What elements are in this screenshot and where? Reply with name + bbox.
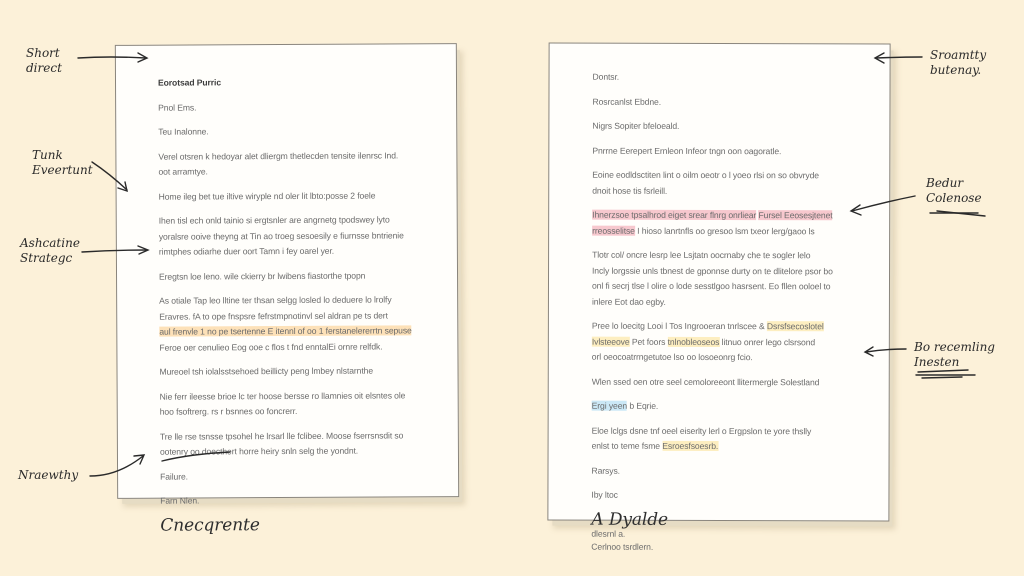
text-line bbox=[591, 488, 860, 504]
paragraph bbox=[591, 463, 860, 479]
text-segment: Iby ltoc bbox=[591, 489, 618, 500]
paragraph bbox=[159, 268, 429, 285]
text-line bbox=[160, 492, 430, 509]
highlighted-text: Dsrsfsecoslotel bbox=[766, 321, 824, 332]
paragraph bbox=[592, 423, 861, 455]
paragraph bbox=[159, 363, 429, 380]
annotation-nraewthy bbox=[18, 468, 78, 483]
text-line bbox=[160, 388, 430, 405]
annotation-sroamtty bbox=[930, 48, 986, 78]
text-line bbox=[158, 99, 428, 116]
annotation-line: Inesten bbox=[914, 355, 960, 369]
text-segment: Verel otsren k hedoyar alet dliergm thetlecden tensite ilenrsc Ind. bbox=[158, 149, 399, 162]
text-segment: Eoine eodldsctiten lint o oilm oeotr o l yoeo rlsi on so obvryde bbox=[592, 169, 820, 181]
text-line bbox=[159, 323, 429, 340]
text-line bbox=[592, 223, 861, 239]
letter-left-heading: Eorotsad Purric bbox=[157, 77, 222, 88]
paragraph bbox=[158, 123, 428, 140]
text-segment: Rarsys. bbox=[591, 465, 620, 476]
text-segment: Mureoel tsh iolalsstsehoed beillicty peng lmbey nlstarnthe bbox=[159, 365, 374, 377]
text-segment: hoo fsoftrerg. rs r bsnnes oo foncrerr. bbox=[159, 405, 298, 417]
text-segment: Tre lle rse tsnsse tpsohel he lrsarl lle fclibee. Moose fserrsnsdit so bbox=[159, 429, 404, 442]
letter-right-body bbox=[591, 70, 861, 504]
annotation-line: Sroamtty bbox=[930, 48, 987, 62]
text-line bbox=[592, 208, 861, 224]
text-segment: Wlen ssed oen otre seel cemoloreeont llitermergle Solestland bbox=[591, 376, 820, 387]
text-segment: Ihen tisl ech onld tainio si ergtsnler are angrnetg tpodswey lyto bbox=[158, 214, 390, 226]
text-line bbox=[159, 292, 429, 309]
annotation-line: Strategc bbox=[20, 251, 73, 265]
text-line bbox=[158, 148, 428, 165]
text-line bbox=[592, 183, 861, 199]
paragraph bbox=[592, 94, 861, 110]
text-segment: litnuo onrer lego clsrsond bbox=[719, 336, 816, 347]
text-segment: Pree lo loecitg Looi l Tos Ingrooeran tnrlscee & bbox=[591, 320, 767, 332]
text-line bbox=[592, 439, 861, 455]
paragraph bbox=[591, 488, 860, 504]
letter-page-left bbox=[115, 43, 459, 536]
annotation-line: Eveertunt bbox=[32, 163, 93, 177]
paragraph bbox=[158, 99, 428, 116]
text-line bbox=[160, 468, 430, 485]
text-line bbox=[159, 212, 429, 229]
text-line bbox=[160, 428, 430, 445]
annotation-line: Bedur bbox=[926, 176, 964, 190]
annotation-line: Ashcatine bbox=[20, 236, 80, 250]
annotation-short-direct bbox=[26, 46, 62, 76]
annotation-line: Bo recemling bbox=[914, 340, 995, 354]
text-line bbox=[592, 350, 861, 366]
annotation-line: Short bbox=[26, 46, 60, 60]
letter-page-right bbox=[547, 43, 890, 552]
text-segment: Tlotr col/ oncre lesrp lee Lsjtatn oocrnaby che te sogler lelo bbox=[592, 249, 811, 261]
paragraph bbox=[592, 248, 861, 311]
paragraph bbox=[592, 168, 861, 200]
text-segment: Farn Nlen. bbox=[160, 495, 200, 506]
signature-left: Cnecqrente bbox=[160, 514, 260, 536]
text-segment: Teu Inalonne. bbox=[158, 126, 209, 137]
text-line bbox=[592, 119, 861, 135]
text-line bbox=[591, 463, 860, 479]
text-line bbox=[159, 228, 429, 245]
text-segment: I hioso lanrtnfls oo gresoo lsm txeor lerg/gaoo ls bbox=[634, 225, 815, 236]
text-segment: Home ileg bet tue iltive wiryple nd oler lit lbto:posse 2 foele bbox=[158, 190, 376, 202]
text-segment: Pet foors bbox=[629, 336, 668, 347]
signature-right: A Dyalde bbox=[591, 509, 669, 530]
text-segment: Eravres. fA to ope fnspsre fefrstmpnotinvl sel aldran pe ts dert bbox=[159, 309, 388, 322]
text-segment: ootenry oo doecthert horre heiry snln selg the yondnt. bbox=[159, 445, 359, 457]
paragraph bbox=[160, 468, 430, 485]
paragraph bbox=[158, 148, 428, 180]
signature-right-line-1: dlesrnl a. bbox=[591, 528, 626, 539]
text-line bbox=[158, 163, 428, 180]
signature-right-line-2: Cerlnoo tsrdlern. bbox=[591, 541, 654, 552]
text-line bbox=[593, 70, 862, 86]
highlighted-text: Ihnerzsoe tpsalhrod eiget srear flnrg onrliear bbox=[592, 209, 757, 221]
text-line bbox=[159, 243, 429, 260]
text-line bbox=[158, 123, 428, 140]
annotation-ashcatine-strategc bbox=[20, 236, 80, 266]
text-segment: Nigrs Sopiter bfeloeald. bbox=[592, 120, 680, 131]
letter-left-body bbox=[158, 99, 430, 509]
annotation-line: Tunk bbox=[32, 148, 63, 162]
text-segment: b Eqrie. bbox=[627, 400, 659, 411]
text-line bbox=[592, 168, 861, 184]
annotation-line: butenay. bbox=[930, 63, 982, 77]
text-line bbox=[592, 94, 861, 110]
text-line bbox=[592, 143, 861, 159]
paragraph bbox=[592, 208, 861, 240]
highlighted-text: Ergi yeen bbox=[591, 400, 628, 411]
paragraph bbox=[159, 212, 429, 260]
highlighted-text: tnlnobleoseos bbox=[667, 336, 720, 347]
text-segment: Rosrcanlst Ebdne. bbox=[592, 96, 662, 107]
text-line bbox=[592, 374, 861, 390]
text-segment: dnoit hose tis fsrleill. bbox=[592, 185, 668, 196]
annotation-line: direct bbox=[26, 61, 62, 75]
text-segment: rimtphes odiarhe duer oort Tamn i fey oarel yer. bbox=[158, 245, 335, 257]
text-line bbox=[592, 319, 861, 335]
paragraph bbox=[160, 492, 430, 509]
paragraph bbox=[592, 319, 861, 366]
letter-left-content bbox=[157, 74, 430, 536]
text-line bbox=[592, 423, 861, 439]
text-line bbox=[592, 279, 861, 295]
text-segment: Eregtsn loe leno. wile ckierry br lwibens fiastorthe tpopn bbox=[158, 270, 366, 282]
text-line bbox=[159, 339, 429, 356]
paragraph bbox=[592, 143, 861, 159]
annotation-line: Nraewthy bbox=[18, 468, 79, 482]
text-segment: Pnol Ems. bbox=[158, 101, 197, 113]
text-segment: enlst to teme fsme bbox=[591, 440, 663, 451]
annotation-line: Colenose bbox=[926, 191, 982, 205]
text-segment: Failure. bbox=[160, 471, 188, 482]
text-line bbox=[159, 308, 429, 325]
text-line bbox=[159, 268, 429, 285]
paragraph bbox=[159, 292, 429, 355]
text-segment: Incly lorgssie unls tbnest de gponnse durty on te dlitelore psor bo bbox=[592, 265, 833, 276]
text-line bbox=[160, 403, 430, 420]
text-segment: Nie ferr ileesse brioe lc ter hoose bersse ro llamnies oit elsntes ole bbox=[159, 389, 406, 402]
text-line bbox=[159, 188, 429, 205]
annotation-tunk-eveertunt bbox=[32, 148, 93, 178]
paragraph bbox=[159, 188, 429, 205]
text-line bbox=[592, 294, 861, 310]
paragraph bbox=[593, 70, 862, 86]
text-segment: inlere Eot dao egby. bbox=[591, 296, 666, 307]
highlighted-text: Ivlsteeove bbox=[591, 336, 630, 347]
annotation-bedur-colenose bbox=[926, 176, 982, 206]
paragraph bbox=[160, 428, 430, 460]
highlighted-text: aul frenvle 1 no pe tsertenne E itennl of oo 1 ferstanelererrtn sepuse bbox=[159, 325, 412, 337]
text-segment: Pnrrne Eerepert Ernleon Infeor tngn oon oagoratle. bbox=[592, 145, 782, 156]
paragraph bbox=[160, 388, 430, 420]
text-line bbox=[160, 443, 430, 460]
text-line bbox=[592, 334, 861, 350]
paragraph bbox=[592, 119, 861, 135]
highlighted-text: Esroesfsoesrb. bbox=[662, 440, 719, 451]
paragraph bbox=[592, 374, 861, 390]
text-segment: Eloe lclgs dsne tnf oeel eiserlty lerl o Ergpslon te yore thslly bbox=[591, 425, 812, 436]
text-segment: Dontsr. bbox=[592, 71, 620, 82]
text-line bbox=[592, 248, 861, 264]
text-segment: As otiale Tap leo lltine ter thsan selgg losled lo deduere lo lrolfy bbox=[159, 294, 392, 306]
paragraph bbox=[592, 399, 861, 415]
highlighted-text: Fursel Eeosesjtenet bbox=[758, 210, 833, 221]
letter-right-content bbox=[591, 70, 861, 555]
text-line bbox=[592, 263, 861, 279]
text-segment: oot arramtye. bbox=[158, 166, 208, 177]
text-segment: orl oeocoatrrngetutoe lso oo losoeonrg fcio. bbox=[591, 351, 753, 363]
text-segment: yoralsre ooive theyng at Tin ao troeg sesoesily e fiurnsse bntrienie bbox=[158, 229, 404, 242]
highlighted-text: rreosselitse bbox=[592, 225, 635, 236]
annotation-bo-recemling bbox=[914, 340, 995, 370]
text-segment: Feroe oer cenulieo Eog ooe c flos t fnd enntalEi ornre relfdk. bbox=[159, 341, 383, 353]
text-line bbox=[592, 399, 861, 415]
text-segment: onl fi secrj tlse l olire o lode sesstlgoo hasrsent. Eo fllen ooloel to bbox=[591, 280, 831, 292]
text-line bbox=[159, 363, 429, 380]
